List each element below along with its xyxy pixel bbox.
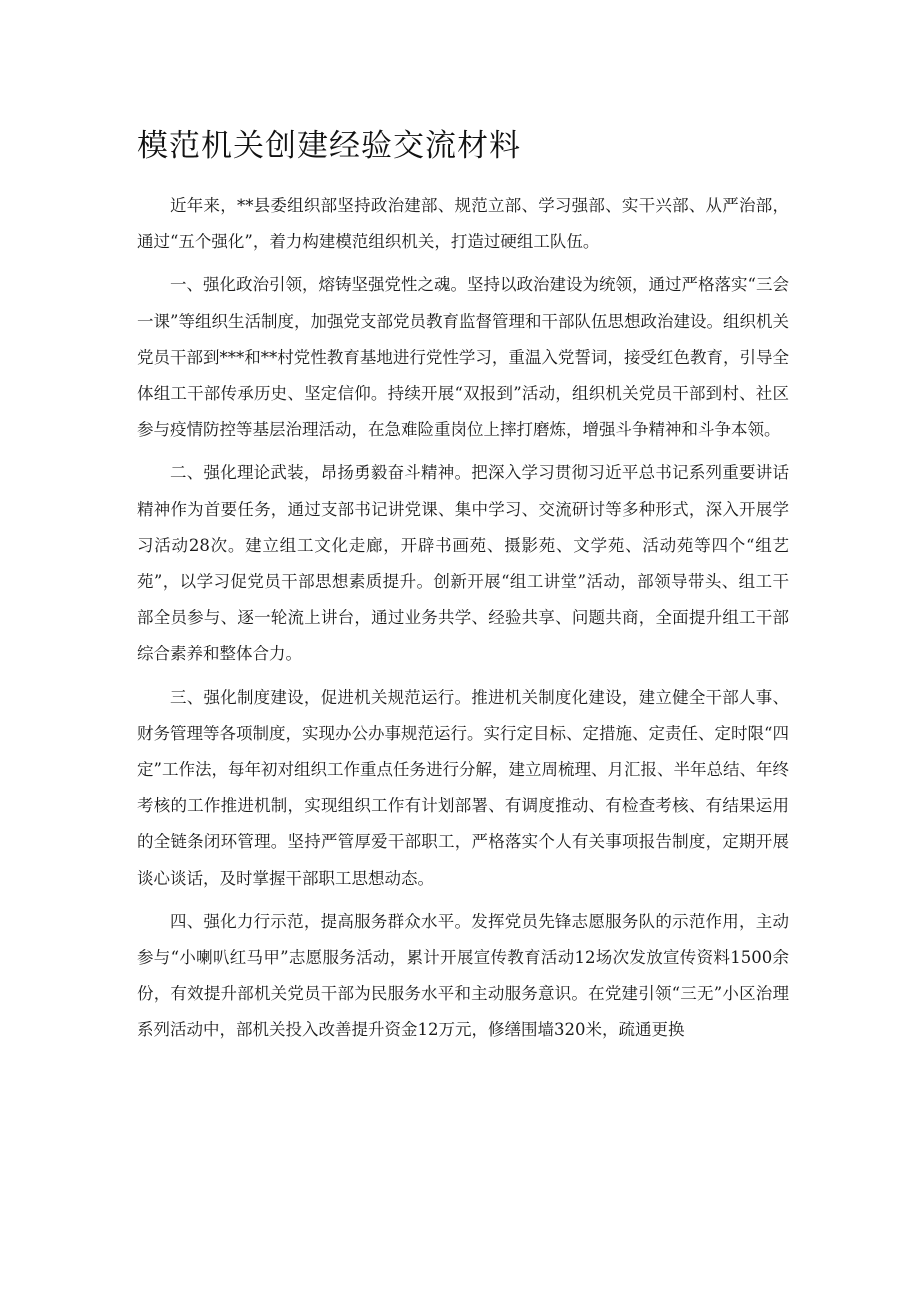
document-body <box>137 188 789 1056</box>
paragraph-section-4: 四、强化力行示范，提高服务群众水平。发挥党员先锋志愿服务队的示范作用，主动参与“小喇叭红马甲”志愿服务活动，累计开展宣传教育活动12场次发放宣传资料1500余份，有效提升部机关党员干部为民服务水平和主动服务意识。在党建引领“三无”小区治理系列活动中，部机关投入改善提升资金12万元，修缮围墙320米，疏通更换 <box>137 911 789 1040</box>
paragraph-section-2: 二、强化理论武装，昂扬勇毅奋斗精神。把深入学习贯彻习近平总书记系列重要讲话精神作为首要任务，通过支部书记讲党课、集中学习、交流研讨等多种形式，深入开展学习活动28次。建立组工文化走廊，开辟书画苑、摄影苑、文学苑、活动苑等四个“组艺苑”，以学习促党员干部思想素质提升。创新开展“组工讲堂”活动，部领导带头、组工干部全员参与、逐一轮流上讲台，通过业务共学、经验共享、问题共商，全面提升组工干部综合素养和整体合力。 <box>137 463 789 664</box>
paragraph-section-3: 三、强化制度建设，促进机关规范运行。推进机关制度化建设，建立健全干部人事、财务管理等各项制度，实现办公办事规范运行。实行定目标、定措施、定责任、定时限“四定”工作法，每年初对组织工作重点任务进行分解，建立周梳理、月汇报、半年总结、年终考核的工作推进机制，实现组织工作有计划部署、有调度推动、有检查考核、有结果运用的全链条闭环管理。坚持严管厚爱干部职工，严格落实个人有关事项报告制度，定期开展谈心谈话，及时掌握干部职工思想动态。 <box>137 687 789 888</box>
paragraph-section-1: 一、强化政治引领，熔铸坚强党性之魂。坚持以政治建设为统领，通过严格落实“三会一课”等组织生活制度，加强党支部党员教育监督管理和干部队伍思想政治建设。组织机关党员干部到***和**村党性教育基地进行党性学习，重温入党誓词，接受红色教育，引导全体组工干部传承历史、坚定信仰。持续开展“双报到”活动，组织机关党员干部到村、社区参与疫情防控等基层治理活动，在急难险重岗位上摔打磨炼，增强斗争精神和斗争本领。 <box>137 275 789 440</box>
document-title: 模范机关创建经验交流材料 <box>137 128 521 164</box>
paragraph-intro: 近年来，**县委组织部坚持政治建部、规范立部、学习强部、实干兴部、从严治部，通过“五个强化”，着力构建模范组织机关，打造过硬组工队伍。 <box>137 196 789 252</box>
